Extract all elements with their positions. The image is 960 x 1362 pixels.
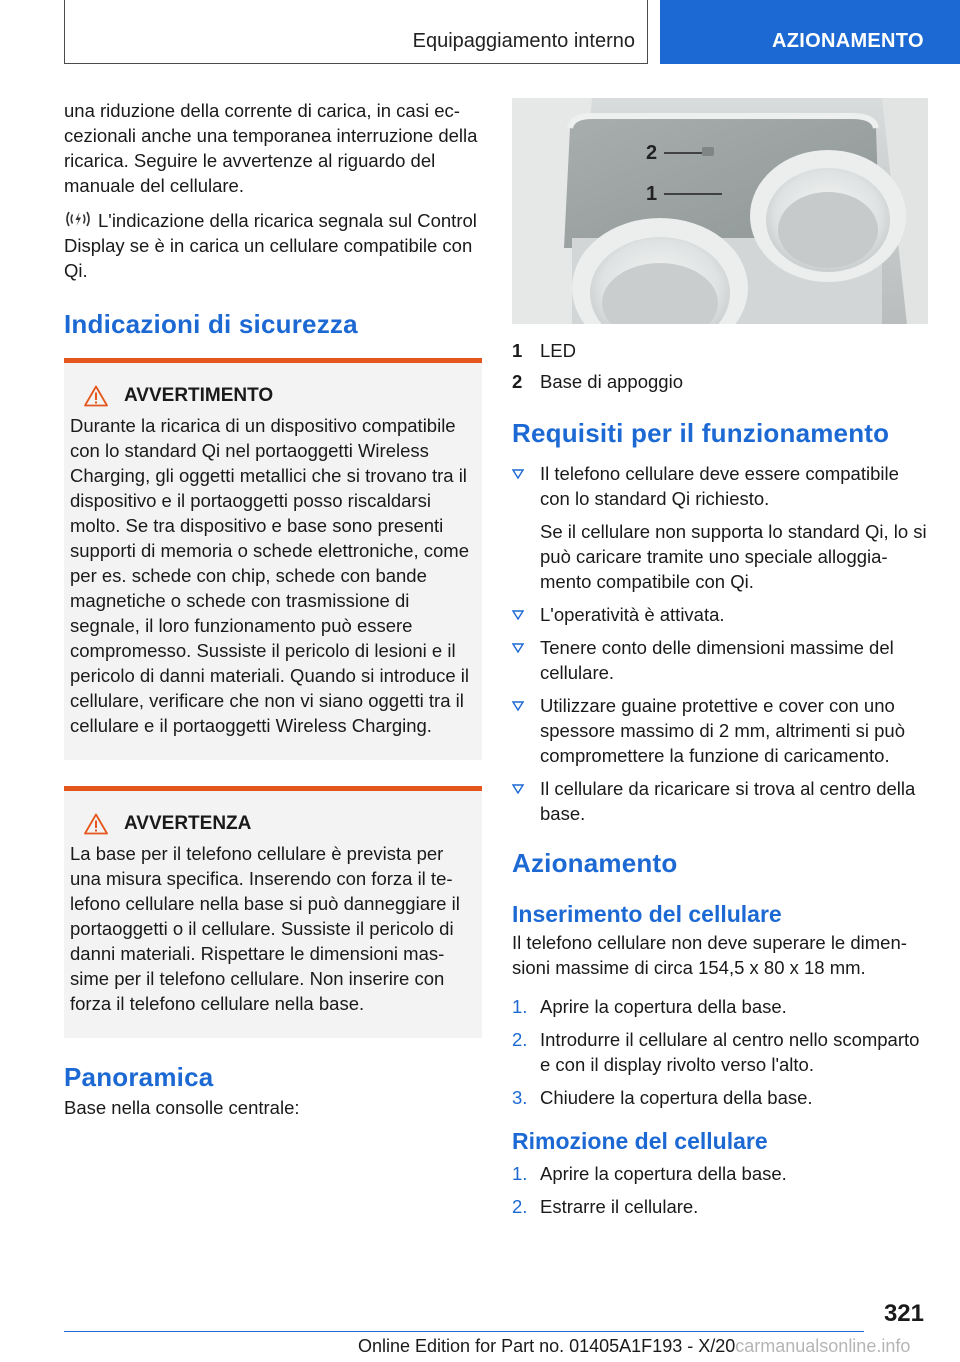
requirement-text: L'operatività è attivata. bbox=[540, 604, 725, 625]
warning-text-1: Durante la ricarica di un dispositivo compatibile con lo standard Qi nel portaoggetti Wireless Charging, gli oggetti metallici che si trovano tra il dispositivo e il portaoggetti posso riscaldarsi molto. Se tra dispositivo e base sono presenti supporti di memoria o schede elettroniche, come per es. schede con chip, schede con bande magnetiche o schede con trasmissione di segnale, il loro funzionamento può essere compromesso. Sussiste il pericolo di lesioni e il pericolo di danni materiali. Quando si introduce il cellulare, verificare che non vi siano oggetti tra il cellulare e il portaoggetti Wireless Charging. bbox=[70, 415, 469, 736]
list-item bbox=[512, 635, 932, 685]
right-column bbox=[512, 98, 932, 1227]
intro-paragraph: una riduzione della corrente di carica, in casi eccezionali anche una temporanea interruzione della ricarica. Seguire le avvertenze al riguardo del manuale del cellulare. bbox=[64, 100, 478, 196]
footer-divider bbox=[64, 1331, 864, 1332]
legend-num: 1 bbox=[512, 340, 523, 361]
legend-item bbox=[512, 338, 932, 363]
step-text: Introdurre il cellulare al centro nello scomparto e con il display rivolto verso l'alto. bbox=[540, 1029, 920, 1075]
warning-triangle-icon bbox=[84, 813, 108, 835]
wireless-charging-icon bbox=[64, 209, 92, 229]
left-column bbox=[64, 98, 482, 1120]
list-item bbox=[512, 1027, 932, 1077]
step-text: Aprire la copertura della base. bbox=[540, 1163, 787, 1184]
header-chapter-title: AZIONAMENTO bbox=[772, 30, 924, 52]
legend-label: Base di appoggio bbox=[540, 371, 683, 392]
overview-text: Base nella consolle centrale: bbox=[64, 1097, 300, 1118]
step-number: 3. bbox=[512, 1087, 528, 1108]
remove-steps bbox=[512, 1161, 932, 1219]
operation-heading: Azionamento bbox=[512, 848, 678, 878]
triangle-bullet-icon bbox=[512, 469, 524, 479]
list-item bbox=[512, 461, 932, 594]
warning-title-2 bbox=[70, 813, 472, 835]
step-number: 2. bbox=[512, 1029, 528, 1050]
footer-edition-text: Online Edition for Part no. 01405A1F193 - X/20 bbox=[358, 1336, 736, 1356]
warning-box-1 bbox=[64, 358, 482, 760]
requirements-heading: Requisiti per il funzionamento bbox=[512, 418, 890, 448]
step-number: 1. bbox=[512, 1163, 528, 1184]
step-text: Estrarre il cellulare. bbox=[540, 1196, 699, 1217]
insert-steps bbox=[512, 994, 932, 1110]
list-item bbox=[512, 602, 932, 627]
triangle-bullet-icon bbox=[512, 784, 524, 794]
list-item bbox=[512, 1194, 932, 1219]
list-item bbox=[512, 1161, 932, 1186]
legend-num: 2 bbox=[512, 371, 523, 392]
charge-note-text: L'indicazione della ricarica segnala sul Control Display se è in carica un cellulare compatibile con Qi. bbox=[64, 210, 477, 281]
warning-title-1 bbox=[70, 385, 472, 407]
requirements-list bbox=[512, 461, 932, 826]
warning-triangle-icon bbox=[84, 385, 108, 407]
step-text: Aprire la copertura della base. bbox=[540, 996, 787, 1017]
requirement-text: Il telefono cellulare deve essere compatibile con lo standard Qi richiesto. bbox=[540, 463, 899, 509]
insert-text: Il telefono cellulare non deve superare le dimensioni massime di circa 154,5 x 80 x 18 mm. bbox=[512, 932, 907, 978]
header-section-title: Equipaggiamento interno bbox=[412, 30, 635, 52]
warning-box-2 bbox=[64, 786, 482, 1038]
legend-item bbox=[512, 369, 932, 394]
console-photo bbox=[512, 98, 928, 324]
step-number: 2. bbox=[512, 1196, 528, 1217]
callout-1: 1 bbox=[646, 183, 658, 205]
footer-edition bbox=[358, 1336, 910, 1357]
callout-2: 2 bbox=[646, 142, 658, 164]
footer-watermark: carmanualsonline.info bbox=[735, 1336, 911, 1356]
step-text: Chiudere la copertura della base. bbox=[540, 1087, 813, 1108]
list-item bbox=[512, 693, 932, 768]
requirement-extra: Se il cellulare non supporta lo standard Qi, lo si può caricare tramite uno speciale alloggiamento compatibile con Qi. bbox=[540, 521, 927, 592]
triangle-bullet-icon bbox=[512, 610, 524, 620]
triangle-bullet-icon bbox=[512, 643, 524, 653]
requirement-text: Il cellulare da ricaricare si trova al centro della base. bbox=[540, 778, 916, 824]
requirement-text: Utilizzare guaine protettive e cover con uno spessore massimo di 2 mm, altrimenti si può compromettere la funzione di caricamento. bbox=[540, 695, 905, 766]
warning-title-text-1: AVVERTIMENTO bbox=[124, 385, 274, 406]
wireless-charging-tray-image bbox=[512, 98, 928, 324]
requirement-text: Tenere conto delle dimensioni massime del cellulare. bbox=[540, 637, 894, 683]
warning-title-text-2: AVVERTENZA bbox=[124, 813, 252, 834]
overview-heading: Panoramica bbox=[64, 1062, 214, 1092]
warning-text-2: La base per il telefono cellulare è prevista per una misura specifica. Inserendo con forza il telefono cellulare nella base si può danneggiare il portaoggetti o il cellulare. Sussiste il pericolo di danni materiali. Rispettare le dimensioni massime per il telefono cellulare. Non inserire con forza il telefono cellulare nella base. bbox=[70, 843, 460, 1014]
list-item bbox=[512, 994, 932, 1019]
safety-heading: Indicazioni di sicurezza bbox=[64, 309, 358, 339]
legend-label: LED bbox=[540, 340, 576, 361]
list-item bbox=[512, 1085, 932, 1110]
header-chapter-tab bbox=[660, 0, 960, 64]
charge-note-paragraph bbox=[64, 208, 482, 283]
step-number: 1. bbox=[512, 996, 528, 1017]
list-item bbox=[512, 776, 932, 826]
page-number: 321 bbox=[883, 1300, 924, 1327]
header-section-tab bbox=[64, 0, 648, 64]
insert-heading: Inserimento del cellulare bbox=[512, 901, 782, 927]
triangle-bullet-icon bbox=[512, 701, 524, 711]
remove-heading: Rimozione del cellulare bbox=[512, 1128, 768, 1154]
